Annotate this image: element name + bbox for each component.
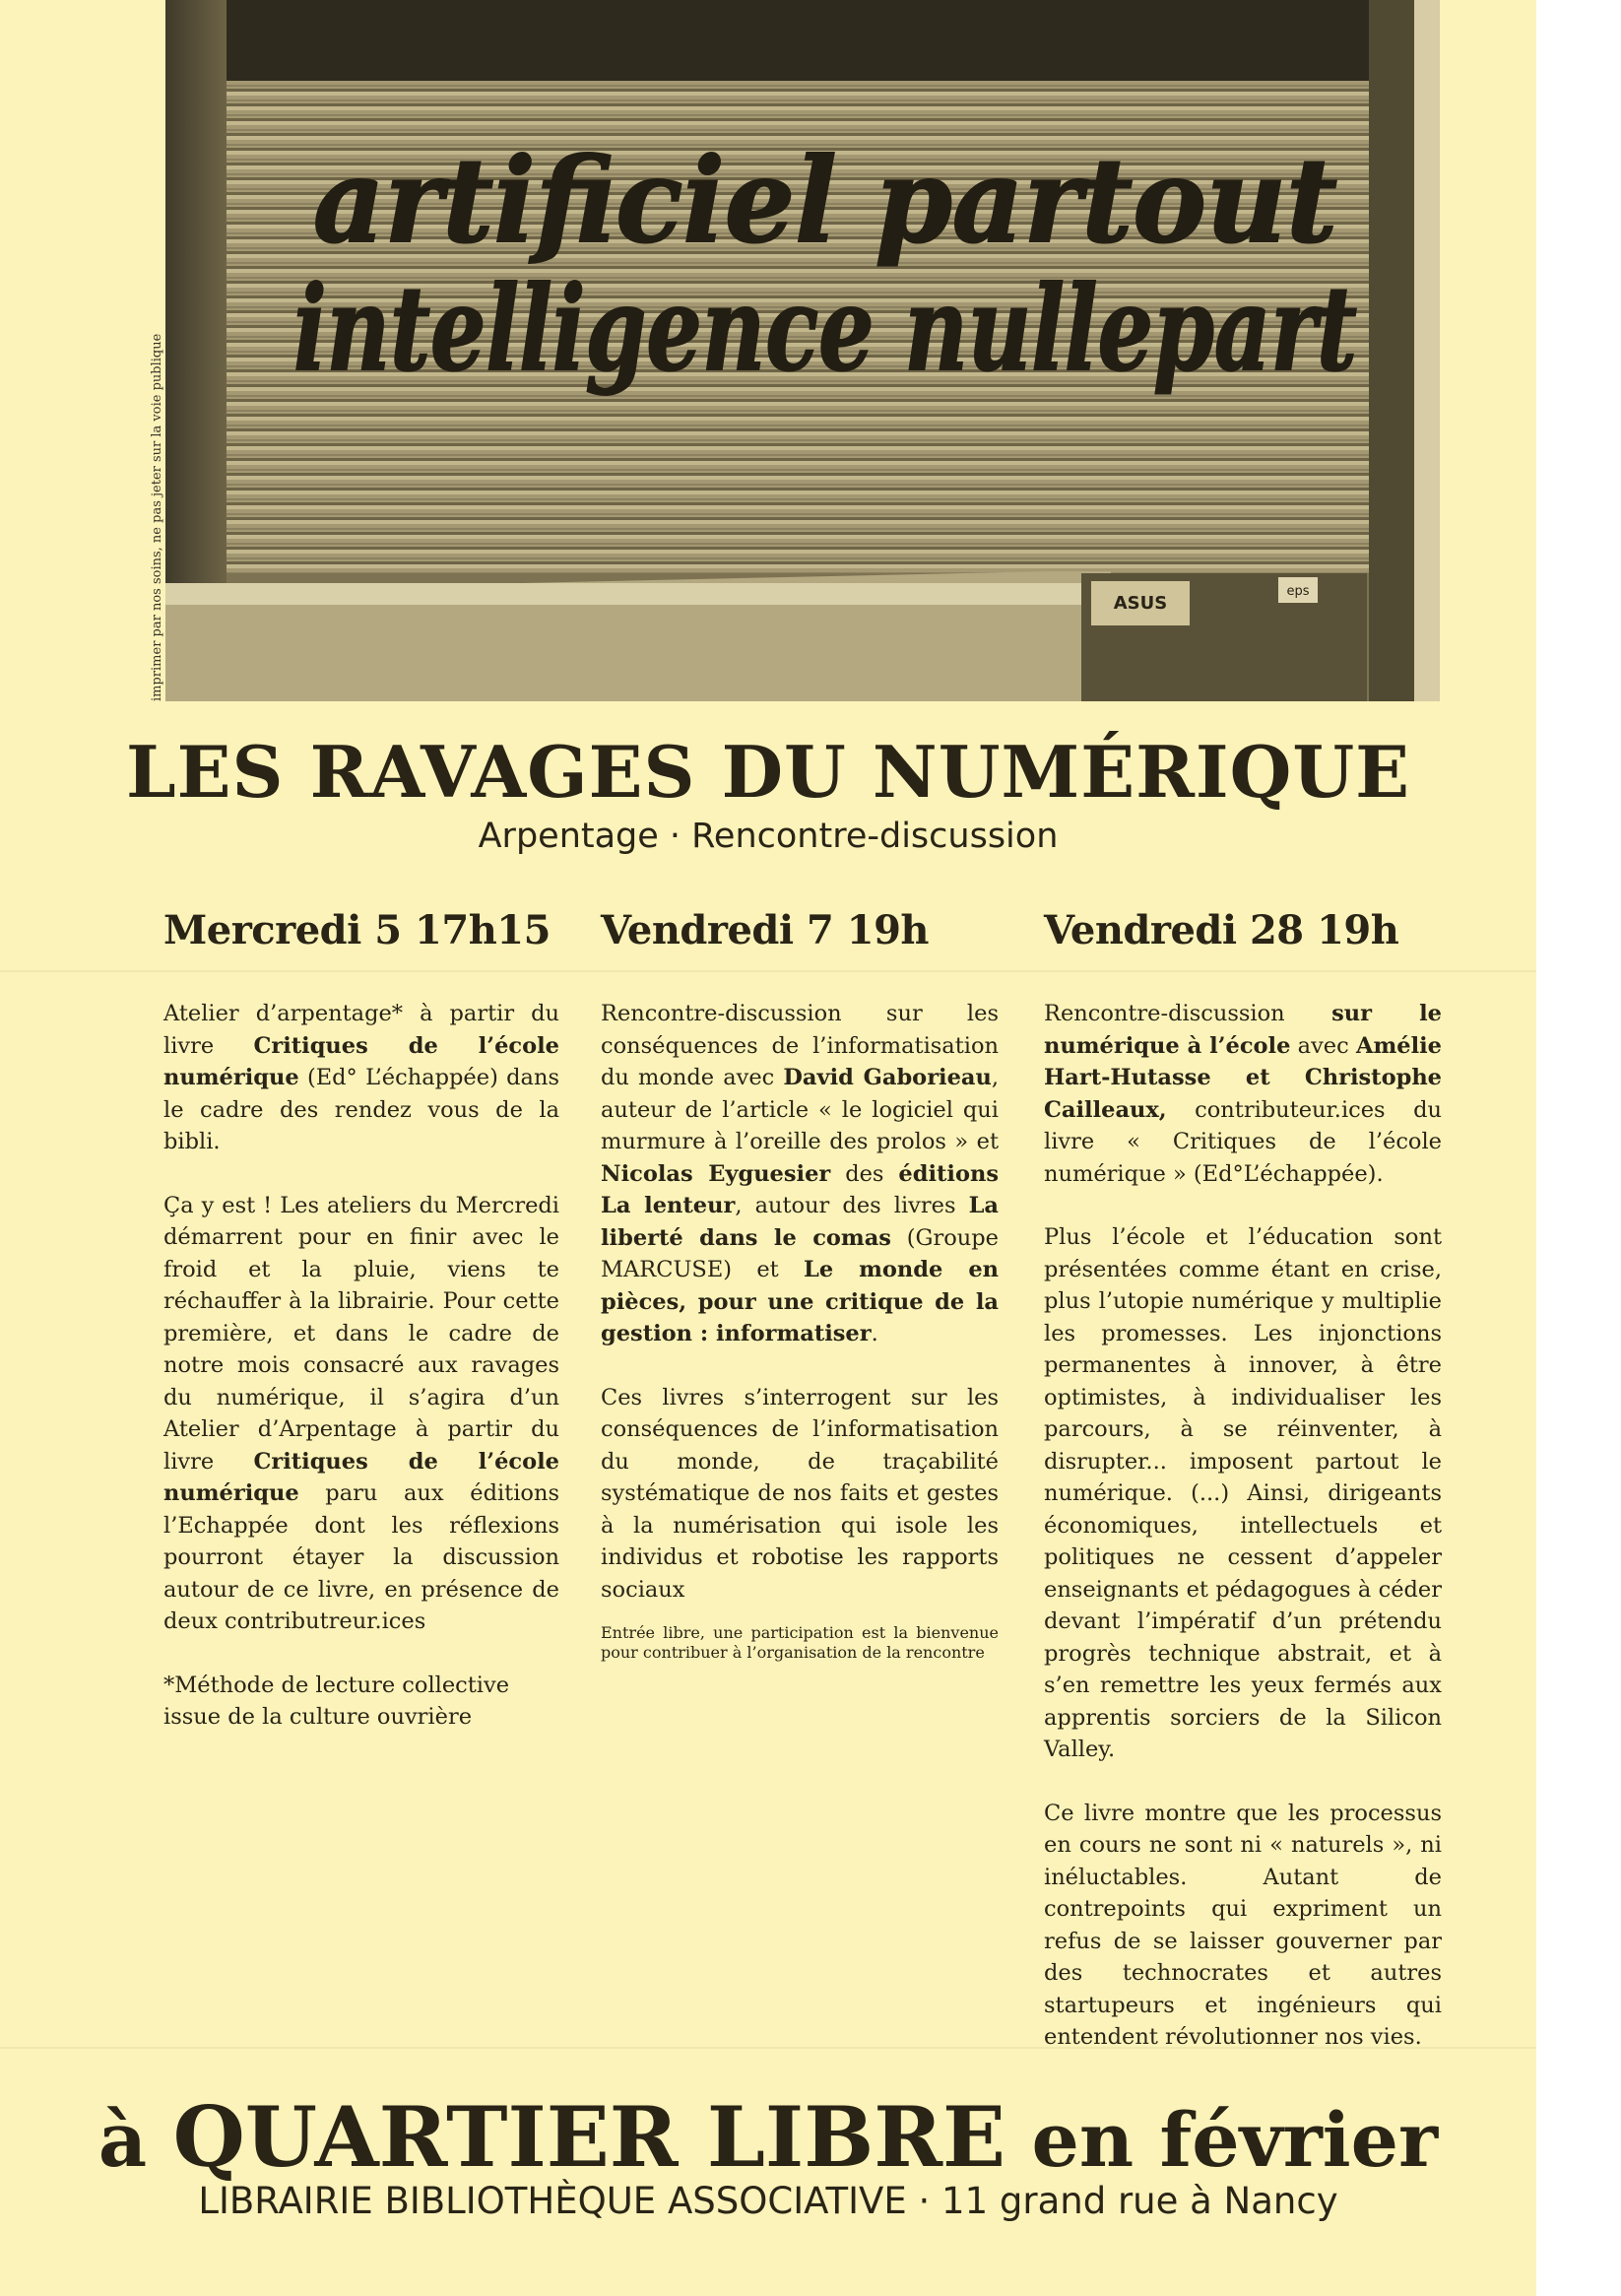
topic: sur le numérique à l’école bbox=[1044, 1001, 1442, 1059]
paragraph: Plus l’école et l’éducation sont présentées comme étant en crise, plus l’utopie numérique y multiplie les promesses. Les injonctions permanentes à innover, à être optimistes, à individualiser les parcours, à se réinventer, à disrupter... imposent partout le numérique. (...) Ainsi, dirigeants économiques, intellectuels et politiques ne cessent d’appeler enseignants et pédagogues à céder devant l’impératif d’un prétendu progrès technique abstrait, et à s’en remettre les yeux fermés aux apprentis sorciers de la Silicon Valley. bbox=[1044, 1224, 1442, 1762]
text: (Groupe MARCUSE) et bbox=[601, 1224, 1000, 1282]
venue-name: QUARTIER LIBRE bbox=[172, 2088, 1006, 2186]
paragraph bbox=[163, 998, 559, 1158]
text: en février bbox=[1005, 2096, 1439, 2184]
event-description bbox=[601, 998, 999, 1663]
graffiti-line-1: artificiel partout bbox=[313, 132, 1337, 269]
venue-address: LIBRAIRIE BIBLIOTHÈQUE ASSOCIATIVE · 11 grand rue à Nancy bbox=[198, 2180, 1338, 2222]
paragraph bbox=[1044, 998, 1442, 1190]
footnote: *Méthode de lecture collective issue de la culture ouvrière bbox=[163, 1672, 510, 1730]
graffiti-line-2: intelligence nullepart bbox=[293, 260, 1357, 397]
text: Atelier d’arpentage* à partir du livre bbox=[163, 1001, 559, 1059]
event-description bbox=[1044, 998, 1442, 2054]
poster-subtitle: Arpentage · Rencontre-discussion bbox=[478, 817, 1059, 856]
event-description bbox=[163, 998, 559, 1734]
graffiti-photo bbox=[165, 0, 1440, 701]
paragraph bbox=[601, 998, 999, 1350]
text: des bbox=[830, 1160, 899, 1187]
right-wall-edge bbox=[1414, 0, 1440, 701]
text: Ça y est ! Les ateliers du Mercredi démarrent pour en finir avec le froid et la pluie, viens te réchauffer à la librairie. Pour cette première, et dans le cadre de notre mois consacré aux ravages du numérique, il s’agira d’un Atelier d’Arpentage à partir du livre bbox=[163, 1192, 559, 1475]
book-title: Critiques de l’école numérique bbox=[163, 1032, 559, 1090]
text: Rencontre-discussion bbox=[1044, 1001, 1332, 1026]
text: (Ed° L’échappée) dans le cadre des rendez vous de la bibli. bbox=[163, 1065, 559, 1154]
book-title: Critiques de l’école numérique bbox=[163, 1448, 559, 1506]
ledge-top bbox=[165, 583, 1111, 605]
speaker-name: David Gaborieau bbox=[783, 1065, 992, 1090]
event-column-1 bbox=[163, 907, 559, 1765]
text: , auteur de l’article « le logiciel qui murmure à l’oreille des prolos » et bbox=[601, 1065, 1000, 1154]
left-pillar bbox=[165, 0, 227, 591]
sign-asus: ASUS bbox=[1113, 593, 1168, 614]
text: avec bbox=[1290, 1032, 1356, 1059]
speaker-name: Nicolas Eyguesier bbox=[601, 1160, 831, 1187]
poster-title: LES RAVAGES DU NUMÉRIQUE bbox=[126, 730, 1410, 814]
paragraph: Ces livres s’interrogent sur les conséquences de l’informatisation du monde, de traçabilité systématique de nos faits et gestes à la numérisation qui isole les individus et robotise les rapports sociaux bbox=[601, 1384, 999, 1603]
text: à bbox=[97, 2096, 173, 2184]
shutter-illustration bbox=[165, 0, 1440, 701]
sign-eps: eps bbox=[1286, 584, 1310, 599]
book-title: La liberté dans le comas bbox=[601, 1193, 999, 1251]
event-column-3 bbox=[1044, 907, 1442, 2085]
event-date-heading: Vendredi 28 19h bbox=[1044, 907, 1399, 953]
print-notice: imprimer par nos soins, ne pas jeter sur la voie publique bbox=[150, 333, 164, 701]
text: . bbox=[871, 1321, 878, 1346]
paragraph bbox=[163, 1190, 559, 1638]
top-frame bbox=[165, 0, 1440, 81]
event-column-2 bbox=[601, 907, 1000, 1694]
text: contributeur.ices du livre « Critiques de l’école numérique » (Ed°L’échappée). bbox=[1044, 1096, 1442, 1187]
publisher-name: éditions La lenteur bbox=[601, 1160, 999, 1218]
entry-note: Entrée libre, une participation est la bienvenue pour contribuer à l’organisation de la rencontre bbox=[601, 1623, 999, 1662]
text: paru aux éditions l’Echappée dont les réflexions pourront étayer la discussion autour de ce livre, en présence de deux contributreur.ices bbox=[163, 1480, 559, 1634]
venue-heading bbox=[0, 2088, 1536, 2186]
book-title: Le monde en pièces, pour une critique de la gestion : informatiser bbox=[601, 1257, 1000, 1346]
event-date-heading: Mercredi 5 17h15 bbox=[163, 907, 551, 953]
event-date-heading: Vendredi 7 19h bbox=[601, 907, 929, 953]
paragraph: Ce livre montre que les processus en cours ne sont ni « naturels », ni inéluctables. Autant de contrepoints qui expriment un refus de se laisser gouverner par des technocrates et autres startupeurs et ingénieurs qui entendent révolutionner nos vies. bbox=[1044, 1800, 1442, 2050]
text: Rencontre-discussion sur les conséquences de l’informatisation du monde avec bbox=[601, 1001, 999, 1090]
speaker-names: Amélie Hart-Hutasse et Christophe Cailleaux, bbox=[1044, 1032, 1442, 1123]
text: , autour des livres bbox=[735, 1193, 969, 1218]
